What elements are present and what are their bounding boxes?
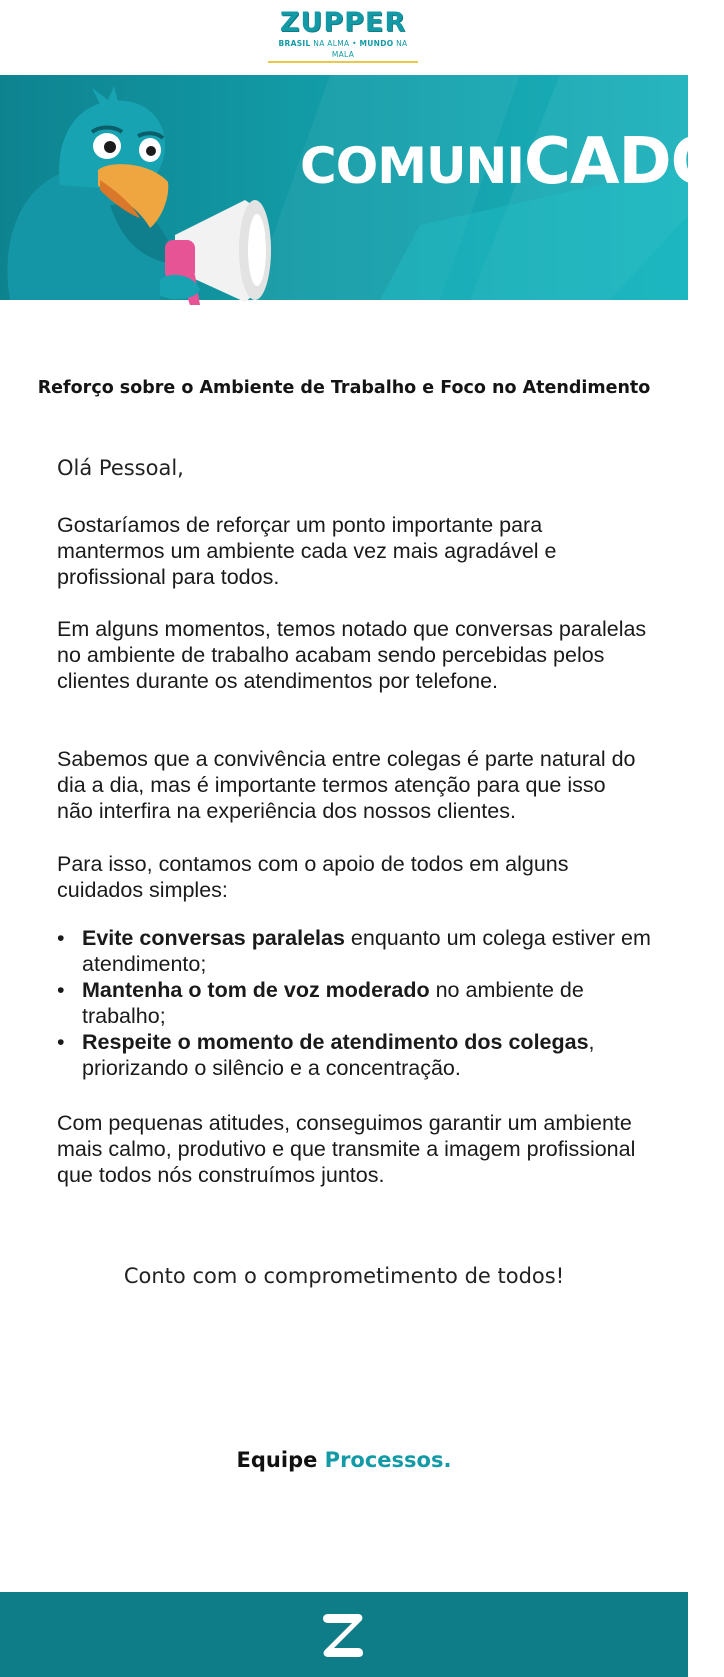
final-paragraph: Com pequenas atitudes, conseguimos garantir um ambiente mais calmo, produtivo e que transmite a imagem profissional que todos nós construímos juntos. [57,1111,636,1187]
list-item: • Respeite o momento de atendimento dos colegas, priorizando o silêncio e a concentração. [57,1030,595,1080]
paragraph-3: Sabemos que a convivência entre colegas é parte natural do dia a dia, mas é importante termos atenção para que isso não interfira na experiência dos nossos clientes. [57,747,636,823]
list-item: • Evite conversas paralelas enquanto um colega estiver em atendimento; [57,926,651,976]
banner-title: COMUNICADO [300,125,724,199]
comunicado-banner [0,75,724,300]
logo-wordmark: ZUPPER [279,7,407,38]
list-item: • Mantenha o tom de voz moderado no ambiente de trabalho; [57,978,584,1028]
page-title: Reforço sobre o Ambiente de Trabalho e Foco no Atendimento [37,378,651,398]
footer-bar [0,1592,688,1677]
bird-mascot-illustration [0,90,300,300]
zupper-z-logo-icon [320,1610,366,1658]
greeting: Olá Pessoal, [57,456,184,480]
paragraph-4: Para isso, contamos com o apoio de todos em alguns cuidados simples: [57,852,569,902]
paragraph-2: Em alguns momentos, temos notado que conversas paralelas no ambiente de trabalho acabam sendo percebidas pelos clientes durante os atendimentos por telefone. [57,617,647,693]
header-logo-area [0,0,688,75]
care-list [57,925,657,1081]
closing-line: Conto com o comprometimento de todos! [123,1264,565,1288]
zupper-logo [268,8,418,63]
paragraph-1: Gostaríamos de reforçar um ponto importante para mantermos um ambiente cada vez mais agradável e profissional para todos. [57,513,557,589]
logo-tagline: BRASIL NA ALMA • MUNDO NA MALA [268,38,418,63]
signature: Equipe Processos. [236,1448,452,1472]
